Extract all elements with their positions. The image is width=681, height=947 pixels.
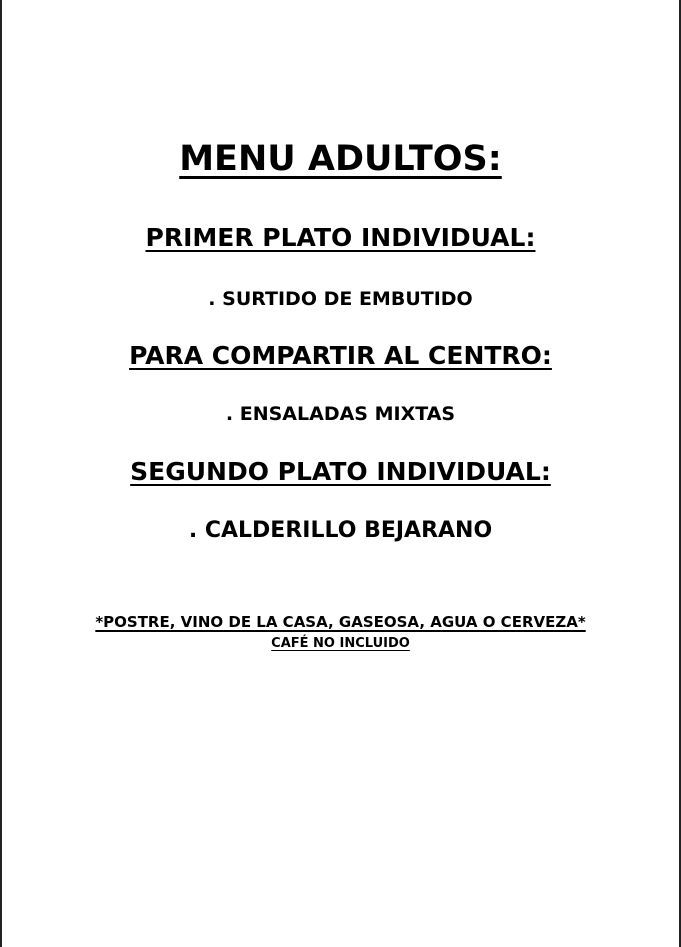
section-heading-primer-plato: PRIMER PLATO INDIVIDUAL:	[145, 223, 536, 252]
section-heading-para-compartir: PARA COMPARTIR AL CENTRO:	[129, 341, 552, 370]
section-heading-segundo-plato: SEGUNDO PLATO INDIVIDUAL:	[130, 457, 551, 486]
included-drinks-note: *POSTRE, VINO DE LA CASA, GASEOSA, AGUA O CERVEZA*	[95, 613, 586, 631]
menu-item-surtido-embutido: . SURTIDO DE EMBUTIDO	[208, 288, 473, 310]
menu-item-ensaladas-mixtas: . ENSALADAS MIXTAS	[225, 403, 456, 425]
coffee-not-included-note: CAFÉ NO INCLUIDO	[271, 636, 410, 651]
menu-title: MENU ADULTOS:	[179, 139, 502, 179]
menu-item-calderillo-bejarano: . CALDERILLO BEJARANO	[188, 518, 493, 543]
